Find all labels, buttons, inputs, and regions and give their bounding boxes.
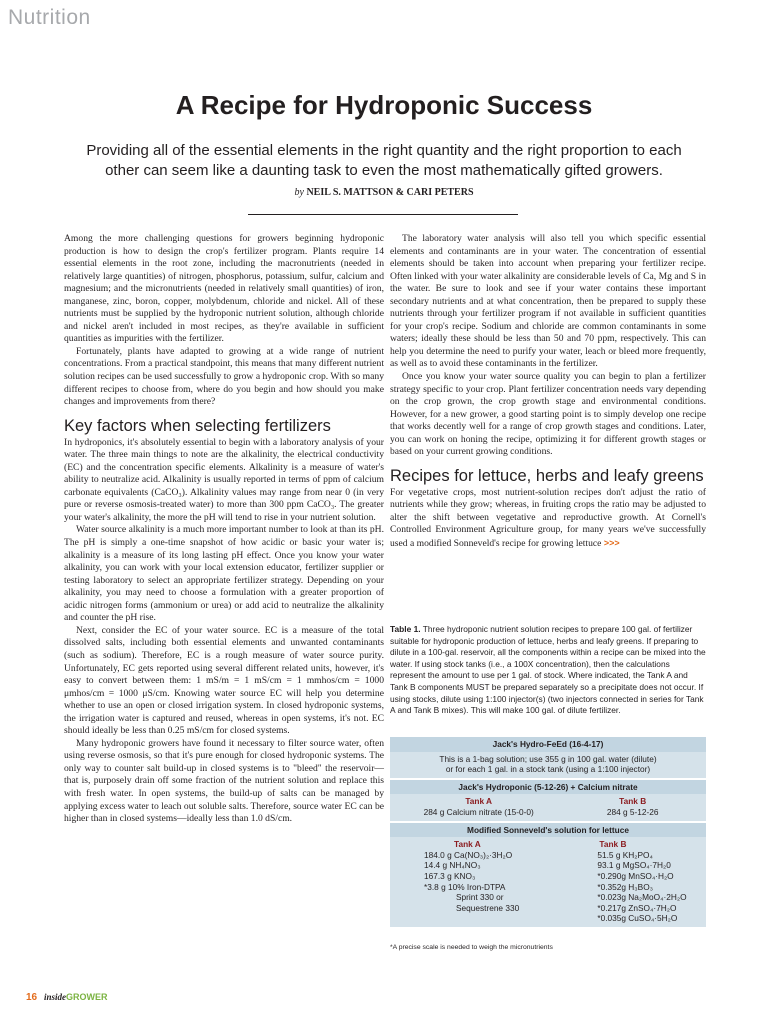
recipe-description: or for each 1 gal. in a stock tank (using a 1:100 injector) [445,764,651,775]
magazine-logo [44,992,108,1002]
tank-b-item: *0.290g MnSO₄·H₂O [597,870,674,881]
paragraph: Many hydroponic growers have found it necessary to filter source water, often using reverse osmosis, so that it's pure enough for closed hydroponic systems. The only way to counter salt build-up in closed systems is to "bleed" the reservoir—that is, purposely drain off some fraction of the nutrient solution and replace this with fresh water. In open systems, the build-up of salts can be managed by applying excess water to leach out soluble salts. Therefore, source water EC can be higher than in closed systems—ideally less than 1.0 dS/cm. [64,737,384,825]
table-caption-label: Table 1. [390,624,421,634]
logo-grower: GROWER [66,992,108,1002]
left-column [64,233,384,826]
tank-a-item: 14.4 g NH₄NO₃ [424,860,481,871]
tank-columns [394,839,702,924]
paragraph: Among the more challenging questions for growers beginning hydroponic production is how to design the crop's fertilizer program. Plants require 14 essential elements in the root zone, including the macronutrients (needed in relatively large quantities) of nitrogen, phosphorus, potassium, sulfur, calcium and magnesium; and the micronutrients (needed in relatively small quantities) of iron, manganese, zinc, boron, copper, molybdenum, chloride and nickel. All of these nutrients must be supplied by the hydroponic nutrient solution, although chloride and nickel aren't included in most recipes, as they're available in sufficient quantities as impurities with the fertilizer. [64,233,384,345]
tank-b-item: *0.035g CuSO₄·5H₂O [597,913,678,924]
paragraph: The laboratory water analysis will also tell you which specific essential elements and contaminants are in your water. The concentration of essential elements should be taken into account when preparing your fertilizer recipe. Often linked with your water alkalinity are considerable levels of Ca, Mg and S in the water. Be sure to look and see if your water contains these important secondary nutrients and at what concentration, then be prepared to supply these nutrients through your fertilizer program if not available in sufficient quantities for your crop's recipe. Sodium and chloride are common contaminants in some waters; ideally these should be less than 50 and 70 ppm, respectively. This can help you determine the need to purify your water, leach or bleed more frequently, as well as to avoid these contaminants in the fertilizer. [390,233,706,370]
tank-a-item: Sprint 330 or [456,892,504,903]
logo-inside: inside [44,992,67,1002]
tank-columns [394,796,702,817]
tank-b-column [563,796,702,817]
paragraph [390,487,706,551]
right-column [390,233,706,551]
tank-b-label: Tank B [599,839,627,850]
paragraph: Fortunately, plants have adapted to growing at a wide range of nutrient concentrations. From a practical standpoint, this means that many different nutrient solution recipes can be used successfully to grow a hydroponic crop. With so many different recipes to choose from, where do you begin and how should you make changes and improvements from there? [64,345,384,408]
article-title: A Recipe for Hydroponic Success [175,90,593,120]
byline [0,187,768,198]
continue-arrows-icon[interactable]: >>> [603,538,620,549]
tank-b-item: *0.023g Na₂MoO₄·2H₂O [597,892,687,903]
tank-a-item: 284 g Calcium nitrate (15-0-0) [423,806,534,817]
paragraph-text: For vegetative crops, most nutrient-solution recipes don't adjust the ratio of nutrients while they grow; whereas, in fruiting crops the ratio may be adjusted to alter the shift between vegetative and reproductive growth. At Cornell's Controlled Environment Agriculture group, for many years we've successfully used a modified Sonneveld's recipe for growing lettuce [390,486,706,550]
tank-a-column [394,796,563,817]
tank-b-item: 51.5 g KH₂PO₄ [597,849,653,860]
tank-a-label: Tank A [465,796,493,807]
paragraph: Once you know your water source quality you can begin to plan a fertilizer strategy specific to your crop. Plant fertilizer concentration needs vary depending on the crop grown, the crop growth stage and environmental conditions. However, for a new grower, a good starting point is to simply develop one recipe that works decently well for a range of crop growth stages and conditions. Later, you can work on honing the recipe, optimizing it for different growth stages or based on your current growing conditions. [390,371,706,458]
recipe-block-hydro-feed [390,737,706,778]
tank-b-item: *0.352g H₃BO₃ [597,881,654,892]
table-caption [390,624,706,717]
paragraph: In hydroponics, it's absolutely essential to begin with a laboratory analysis of your water. The three main things to note are the alkalinity, the electrical conductivity (EC) and the concentration specific elements. Alkalinity is a measure of water's ability to neutralize acid. Alkalinity is usually reported in terms of ppm of calcium carbonate equivalents (CaCO₃). Alkalinity values may range from near 0 (in very pure or reverse osmosis-treated water) to more than 300 ppm CaCO₃. The greater your water's alkalinity, the more the pH will tend to rise in your nutrient solution. [64,436,384,523]
title-divider [248,214,518,215]
tank-a-item: 184.0 g Ca(NO₃)₂·3H₂O [424,849,513,860]
table-footnote: *A precise scale is needed to weigh the micronutrients [390,944,553,951]
tank-b-item: 284 g 5-12-26 [606,806,659,817]
section-heading: Key factors when selecting fertilizers [64,416,331,435]
recipe-name: Modified Sonneveld's solution for lettuce [390,823,706,838]
recipe-block-jacks-hydroponic [390,778,706,821]
byline-authors: NEIL S. MATTSON & CARI PETERS [306,187,474,198]
tank-a-item: Sequestrene 330 [456,902,520,913]
article-deck: Providing all of the essential elements in the right quantity and the right proportion to each other can seem like a daunting task to even the most mathematically gifted growers. [86,142,682,179]
recipe-name: Jack's Hydro-FeEd (16-4-17) [390,737,706,752]
tank-b-column [563,839,702,924]
paragraph: Next, consider the EC of your water source. EC is a measure of the total dissolved salts, including both essential elements and unwanted contaminants (such as sodium). Therefore, EC is a rough measure of water source purity. Unfortunately, EC gets reported using several different related units, however, it's easy to convert between them: 1 mS/m = 1 mS/cm = 1 mmhos/cm = 1000 μmhos/cm = 1000 μS/cm. Knowing water source EC will help you determine whether to use an open or closed irrigation system. In closed hydroponic systems, the irrigation water is captured and reused, whereas in open systems, it's not. EC should ideally be less than 0.25 mS/cm for closed systems. [64,624,384,737]
byline-by: by [294,187,304,198]
recipe-name: Jack's Hydroponic (5-12-26) + Calcium nitrate [390,780,706,795]
tank-b-item: 93.1 g MgSO₄·7H₂0 [597,860,671,871]
recipe-block-sonneveld [390,821,706,927]
section-label: Nutrition [8,6,91,29]
tank-a-label: Tank A [454,839,481,850]
tank-a-column [394,839,563,924]
table-caption-text: Three hydroponic nutrient solution recipes to prepare 100 gal. of fertilizer suitable for hydroponic production of lettuce, herbs and leafy greens. If preparing to dilute in a 100-gal. reservoir, all the components within a recipe can be mixed into the water. If using stock tanks (i.e., a 100X concentration), then the calculations represent the amount to use per 1 gal. of stock. Where indicated, the Tank A and Tank B components MUST be prepared separately so a precipitate does not occur. If using stocks, dilute using 1:100 injector(s) (two injectors connected in series for Tank A and Tank B mixes). This will make 100 gal. of dilute fertilizer. [390,624,706,716]
paragraph: Water source alkalinity is a much more important number to look at than its pH. The pH is simply a one-time snapshot of how acidic or basic your water is; alkalinity is a measure of its long lasting pH effect. Once you know your water alkalinity, you can work with your local extension educator, fertilizer supplier or testing laboratory to select an appropriate fertilizer strategy. Depending on your alkalinity, you may need to choose a formulation with a greater proportion of acidic nitrogen forms (ammonium or urea) or add acid to neutralize the alkalinity and counter the pH rise. [64,524,384,624]
tank-a-item: 167.3 g KNO₃ [424,870,476,881]
recipe-description: This is a 1-bag solution; use 355 g in 100 gal. water (dilute) [439,753,657,764]
section-heading: Recipes for lettuce, herbs and leafy greens [390,466,704,485]
page-number: 16 [26,992,38,1003]
tank-b-label: Tank B [619,796,647,807]
recipe-table [390,737,706,927]
tank-b-item: *0.217g ZnSO₄·7H₂O [597,902,677,913]
tank-a-item: *3.8 g 10% Iron-DTPA [424,881,506,892]
